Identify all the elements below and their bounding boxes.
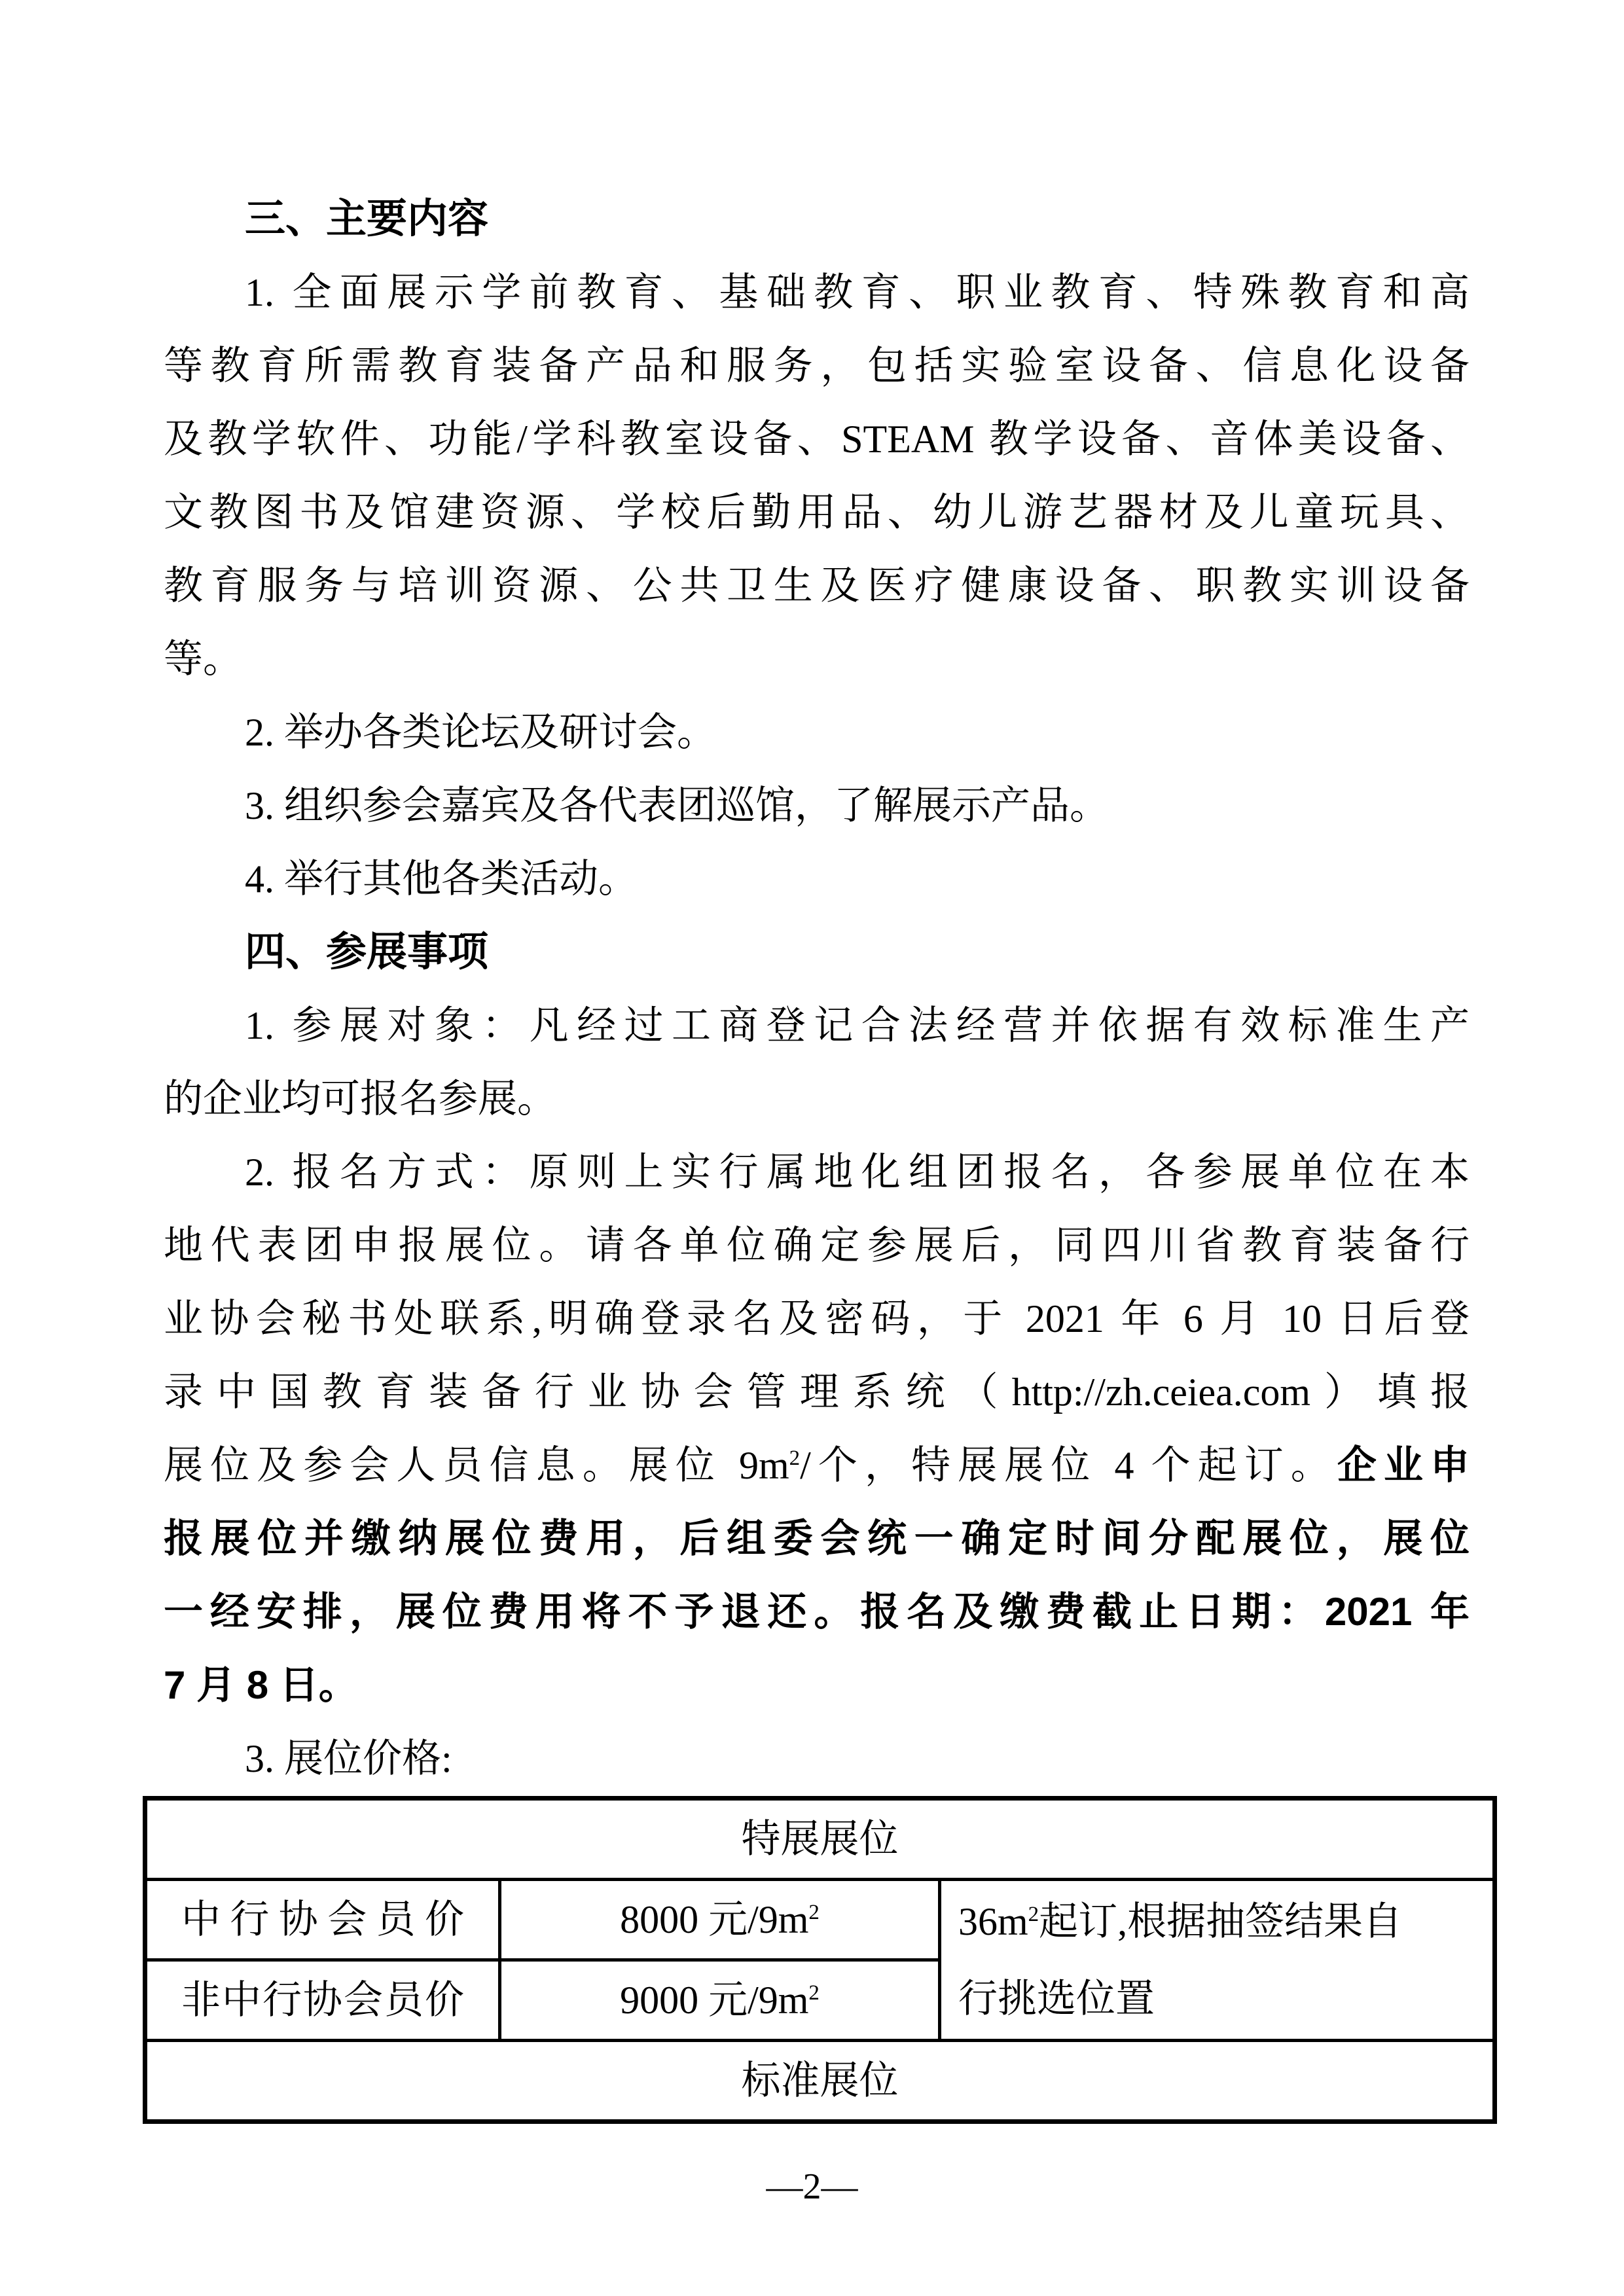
superscript: 2 <box>789 1446 801 1470</box>
text-line <box>164 1429 1470 1502</box>
text-segment: 一经安排，展位费用将不予退还。报名及缴费截止日期：2021 年 <box>164 1590 1470 1634</box>
text-segment: 非中行协会员价 <box>181 1979 464 2022</box>
text-segment: 业协会秘书处联系,明确登录名及密码，于 2021 年 6 月 10 日后登 <box>164 1297 1470 1340</box>
section-heading <box>164 183 1470 256</box>
table-row <box>145 1880 1495 1960</box>
text-line <box>164 989 1470 1062</box>
text-line <box>164 1136 1470 1209</box>
text-segment: 3. 展位价格: <box>245 1737 452 1780</box>
text-line <box>164 1355 1470 1429</box>
text-segment: 等教育所需教育装备产品和服务，包括实验室设备、信息化设备 <box>164 344 1470 387</box>
text-line <box>164 403 1470 476</box>
text-segment: 企业申 <box>1337 1443 1470 1487</box>
text-segment: 1. 参展对象：凡经过工商登记合法经营并依据有效标准生产 <box>245 1004 1470 1047</box>
standard-booth-caption <box>145 2041 1495 2122</box>
page-number: —2— <box>766 2166 858 2207</box>
text-line <box>164 622 1470 696</box>
nonmember-price-value <box>500 1960 940 2041</box>
text-line <box>164 1282 1470 1355</box>
text-segment: 录中国教育装备行业协会管理系统（http://zh.ceiea.com）填报 <box>164 1371 1470 1414</box>
text-line <box>164 1062 1470 1136</box>
member-price-label <box>145 1880 500 1960</box>
text-segment: 三、主要内容 <box>245 196 489 242</box>
text-segment: 文教图书及馆建资源、学校后勤用品、幼儿游艺器材及儿童玩具、 <box>164 491 1470 534</box>
text-segment: 地代表团申报展位。请各单位确定参展后，同四川省教育装备行 <box>164 1224 1470 1267</box>
text-line <box>164 1575 1470 1649</box>
text-segment: 等。 <box>164 637 242 681</box>
text-line <box>164 1502 1470 1575</box>
superscript: 2 <box>808 1901 820 1924</box>
text-line <box>164 549 1470 622</box>
text-line <box>164 1649 1470 1722</box>
text-segment: 标准展位 <box>741 2059 899 2102</box>
text-segment: 9000 元/9m <box>620 1979 809 2022</box>
text-segment: /个，特展展位 4 个起订。 <box>800 1444 1337 1487</box>
text-segment: 4. 举行其他各类活动。 <box>245 857 638 901</box>
member-price-value <box>500 1880 940 1960</box>
nonmember-price-label <box>145 1960 500 2041</box>
superscript: 2 <box>808 1981 820 2005</box>
text-segment: 行挑选位置 <box>958 1977 1155 2020</box>
text-line <box>164 329 1470 403</box>
text-segment: 的企业均可报名参展。 <box>164 1077 556 1121</box>
table-row <box>145 2041 1495 2122</box>
booth-price-table <box>143 1796 1497 2124</box>
text-segment: 2. 报名方式：原则上实行属地化组团报名，各参展单位在本 <box>245 1151 1470 1194</box>
text-segment: 3. 组织参会嘉宾及各代表团巡馆，了解展示产品。 <box>245 784 1109 827</box>
table-row <box>145 1799 1495 1880</box>
superscript: 2 <box>1028 1902 1039 1926</box>
text-segment: 起订,根据抽签结果自 <box>1039 1899 1403 1943</box>
text-segment: 特展展位 <box>741 1818 899 1861</box>
text-line <box>164 476 1470 549</box>
text-segment: 展位及参会人员信息。展位 9m <box>164 1444 789 1487</box>
text-segment: 及教学软件、功能/学科教室设备、STEAM 教学设备、音体美设备、 <box>164 418 1470 461</box>
text-line <box>164 256 1470 329</box>
text-line <box>164 769 1470 842</box>
special-booth-note <box>940 1880 1495 2041</box>
section-heading <box>164 916 1470 989</box>
text-segment: 教育服务与培训资源、公共卫生及医疗健康设备、职教实训设备 <box>164 564 1470 607</box>
text-segment: 中行协会员价 <box>181 1898 464 1941</box>
text-line <box>164 696 1470 769</box>
text-line <box>164 1209 1470 1282</box>
text-segment: 8000 元/9m <box>620 1898 809 1941</box>
text-segment: 报展位并缴纳展位费用，后组委会统一确定时间分配展位，展位 <box>164 1516 1470 1560</box>
special-booth-caption <box>145 1799 1495 1880</box>
text-segment: 四、参展事项 <box>245 929 489 975</box>
text-line <box>164 842 1470 916</box>
text-segment: 36m <box>958 1899 1028 1943</box>
text-segment: 2. 举办各类论坛及研讨会。 <box>245 711 716 754</box>
text-line <box>164 1722 1470 1795</box>
text-segment: 1. 全面展示学前教育、基础教育、职业教育、特殊教育和高 <box>245 271 1470 314</box>
text-segment: 7 月 8 日。 <box>164 1663 358 1707</box>
document-body <box>164 183 1470 1795</box>
